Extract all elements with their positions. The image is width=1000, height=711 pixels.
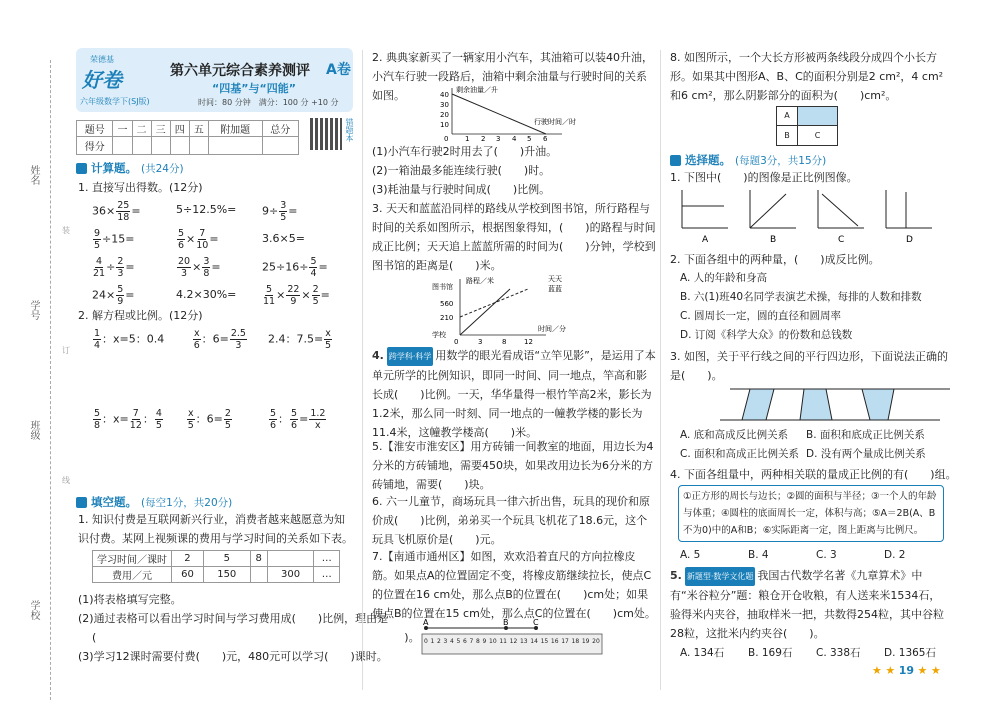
chart-top: 图书馆 [432, 283, 453, 291]
calc-item: 3.6×5= [262, 232, 305, 245]
subtitle: “四基”与“四能” [212, 82, 296, 95]
fee-cell: 2 [172, 551, 204, 567]
score-th: 总分 [262, 121, 298, 137]
choice-option[interactable]: A. 134石 [680, 647, 725, 659]
calc-item: $\frac{4}{21}$ ÷ $\frac{2}{3}$ = [93, 256, 135, 279]
rect-figure [776, 106, 838, 146]
tick-label: 8 [502, 338, 507, 345]
fee-th: 费用／元 [93, 567, 172, 583]
fee-cell: … [314, 567, 340, 583]
tick-label: 30 [440, 101, 449, 109]
score-cell[interactable] [132, 137, 151, 155]
fee-cell: 150 [203, 567, 250, 583]
tick-label: 1 [465, 135, 470, 142]
binding-line [50, 60, 51, 700]
equation: 2.4：7.5= $\frac{x}{5}$ [268, 328, 332, 351]
choice-option[interactable]: C. 面积和高成正比例关系 [680, 448, 800, 460]
ruler-point: C [533, 618, 539, 627]
choice-option[interactable]: B. 面积和底成正比例关系 [806, 429, 925, 441]
edition-badge: A卷 [326, 62, 351, 78]
rect-cell-b: B [777, 126, 798, 145]
score-th: 附加题 [208, 121, 262, 137]
calc-item: 36× $\frac{25}{18}$ = [92, 200, 141, 223]
brand-logo: 好卷 [82, 68, 122, 92]
calc-item: $\frac{20}{3}$ × $\frac{3}{8}$ = [178, 256, 221, 279]
rect-cell-a: A [777, 107, 798, 126]
q3-2-text: 2. 下面各组中的两种量，( )成反比例。 [670, 253, 880, 266]
tick-label: 5 [527, 135, 532, 142]
choice-option[interactable]: B. 六(1)班40名同学表演艺术操，每排的人数和排数 [680, 291, 922, 303]
choice-option[interactable]: A. 5 [680, 549, 701, 561]
q1-1-label: 1. 直接写出得数。(12分) [78, 181, 203, 194]
calc-item: $\frac{5}{11}$ × $\frac{22}{9}$ × $\frac{2}{5}$ = [263, 284, 330, 307]
section-icon [670, 155, 681, 166]
score-th: 二 [132, 121, 151, 137]
section-calc-title: 计算题。 (共24分) [76, 160, 184, 176]
legend-label: 天天 [548, 275, 562, 283]
choice-option[interactable]: A. 人的年龄和身高 [680, 272, 768, 284]
fee-cell[interactable] [267, 551, 314, 567]
q2-7-text: 7.【南通市通州区】如图，欢欢沿着直尺的方向拉橡皮筋。如果点A的位置固定不变，将橡皮筋继续拉长，使点C的位置在16 cm处，那么点B的位置在( )cm处；如果使点B的位置在15 cm处，那么点C的位置在( )cm处。 [372, 550, 656, 620]
student-id-label: 学号 [28, 300, 39, 320]
rect-cell-shaded [798, 107, 837, 126]
tick-label: 40 [440, 91, 449, 99]
section-choice-title: 选择题。 (每题3分，共15分) [670, 152, 826, 168]
q2-5-text: 5.【淮安市淮安区】用方砖铺一间教室的地面，用边长为4分米的方砖铺地，需要450块，如果改用边长为6分米的方砖铺地，需要( )块。 [372, 440, 654, 491]
choice-option[interactable]: D. 没有两个量成比例关系 [806, 448, 926, 460]
q3-4-box: ①正方形的周长与边长；②圆的面积与半径；③一个人的年龄与体重；④圆柱的底面周长一定，体积与高；⑤A＝2B(A、B不为0)中的A和B；⑥实际距离一定，图上距离与比例尺。 [678, 485, 944, 542]
page-title: 第六单元综合素养测评 [170, 63, 310, 79]
score-cell[interactable] [262, 137, 298, 155]
q2-1-s2: (2)通过表格可以看出学习时间与学习费用成( )比例，理由是 [78, 612, 389, 625]
tick-label: 210 [440, 314, 454, 322]
q3-1-text: 1. 下图中( )的图像是正比例图像。 [670, 171, 858, 184]
fee-cell: 5 [203, 551, 250, 567]
choice-option[interactable]: C. 圆周长一定，圆的直径和圆周率 [680, 310, 842, 322]
section-icon [76, 497, 87, 508]
choice-option[interactable]: D. 1365石 [884, 647, 936, 659]
q2-2-text: 2. 典典家新买了一辆家用小汽车，其油箱可以装40升油，小汽车行驶一段路后，油箱中剩余油量与行驶时间的关系如图。 [372, 51, 653, 102]
tick-label: 560 [440, 300, 454, 308]
ruler-point: B [503, 618, 509, 627]
q2-6-text: 6. 六一儿童节，商场玩具一律六折出售，玩具的现价和原价成( )比例，弟弟买一个玩具飞机花了18.6元，这个玩具飞机原价是( )元。 [372, 495, 650, 546]
rect-cell-c: C [814, 131, 821, 140]
class-label: 班级 [28, 420, 39, 440]
equation: $\frac{x}{6}$ ：6= $\frac{2.5}{3}$ [193, 328, 246, 351]
choice-option[interactable]: B. 4 [748, 549, 769, 561]
route-chart [430, 275, 580, 345]
fee-th: 学习时间／课时 [93, 551, 172, 567]
fee-cell: 300 [267, 567, 314, 583]
q2-2-s3: (3)耗油量与行驶时间成( )比例。 [372, 183, 551, 196]
chart-xlabel: 行驶时间／时 [534, 118, 576, 126]
tick-label: 3 [478, 338, 483, 345]
calc-item: $\frac{5}{6}$ × $\frac{7}{10}$ = [178, 228, 219, 251]
equation: $\frac{1}{4}$ ：x=5：0.4 [94, 328, 165, 351]
fee-cell: 60 [172, 567, 204, 583]
qr-label: 错题本 [345, 118, 354, 142]
seal-mark-2: 订 [62, 346, 70, 355]
legend-label: 蓝蓝 [548, 285, 562, 293]
score-cell[interactable] [189, 137, 208, 155]
option-label: A [702, 235, 709, 244]
page-number: ★ ★ 19 ★ ★ [872, 664, 941, 677]
q2-1-s2b: ( )。 [92, 631, 420, 644]
choice-option[interactable]: C. 3 [816, 549, 837, 561]
q2-4-text: 4. 跨学科·科学 用数学的眼光看成语“立竿见影”，是运用了本单元所学的比例知识，即同一时间、同一地点，竿高和影长成( )比例。一天，华华量得一根竹竿高2米，影长为1.2米，那么同一时刻、同一地点的一幢教学楼的影长为11.4米，这幢教学楼高( )米。 [372, 346, 656, 442]
fee-table [92, 550, 340, 583]
score-row-label: 得分 [77, 137, 113, 155]
score-table [76, 120, 299, 155]
q2-2-s2: (2)一箱油最多能连续行驶( )时。 [372, 164, 551, 177]
fee-cell: … [314, 551, 340, 567]
calc-item: 24× $\frac{5}{9}$ = [92, 284, 135, 307]
chart-xlabel: 时间／分 [538, 325, 566, 333]
fee-cell: 8 [250, 551, 267, 567]
choice-option[interactable]: D. 订阅《科学大众》的份数和总钱数 [680, 329, 853, 341]
score-cell[interactable] [208, 137, 262, 155]
qr-code [310, 118, 342, 150]
chart-ylabel: 路程／米 [466, 277, 494, 285]
tick-label: 20 [440, 111, 449, 119]
tick-label: 0 [444, 135, 449, 142]
chart-bottom: 学校 [432, 331, 446, 339]
option-label: D [906, 235, 913, 244]
grade-label: 六年级数学下(SJ版) [80, 97, 150, 106]
q2-1-s3: (3)学习12课时需要付费( )元，480元可以学习( )课时。 [78, 650, 388, 663]
equation: $\frac{5}{6}$ ： $\frac{5}{6}$ = $\frac{1.2}{x}$ [270, 408, 326, 431]
name-label: 姓名 [28, 165, 39, 185]
graph-options [678, 186, 938, 244]
equation: $\frac{5}{8}$ ：x= $\frac{7}{12}$ ： $\frac{4}{5}$ [94, 408, 162, 431]
ruler-ticks: 0 1 2 3 4 5 6 7 8 9 10 11 12 13 14 15 16 17 18 19 20 [424, 638, 600, 645]
calc-item: 4.2×30%= [176, 288, 237, 301]
calc-item: 9÷ $\frac{3}{5}$ = [262, 200, 298, 223]
seal-mark-3: 线 [62, 476, 70, 485]
choice-option[interactable]: B. 169石 [748, 647, 793, 659]
q2-2-s1: (1)小汽车行驶2时用去了( )升油。 [372, 145, 558, 158]
choice-option[interactable]: A. 底和高成反比例关系 [680, 429, 789, 441]
tick-label: 12 [524, 338, 533, 345]
option-label: C [838, 235, 845, 244]
score-th: 三 [151, 121, 170, 137]
choice-option[interactable]: C. 338石 [816, 647, 861, 659]
chart-ylabel: 剩余油量／升 [456, 86, 498, 94]
choice-option[interactable]: D. 2 [884, 549, 906, 561]
fuel-chart [430, 84, 590, 142]
section-fill-title: 填空题。 (每空1分，共20分) [76, 494, 232, 510]
calc-item: 25÷16÷ $\frac{5}{4}$ = [262, 256, 328, 279]
fee-cell[interactable] [250, 567, 267, 583]
exam-meta: 时间：80 分钟 满分：100 分 +10 分 [198, 98, 339, 107]
tick-label: 6 [543, 135, 548, 142]
tick-label: 4 [512, 135, 517, 142]
tick-label: 2 [481, 135, 486, 142]
tick-label: 0 [454, 338, 459, 345]
q3-4-text: 4. 下面各组量中，两种相关联的量成正比例的有( )组。 [670, 468, 957, 481]
section-icon [76, 163, 87, 174]
option-label: B [770, 235, 777, 244]
q3-3-text: 3. 如图，关于平行线之间的平行四边形，下面说法正确的是( )。 [670, 350, 948, 382]
seal-mark-1: 装 [62, 226, 70, 235]
q3-5-text: 5. 新题型·数学文化题 我国古代数学名著《九章算术》中有“米谷粒分”题：粮仓开仓收粮，有人送来米1534石，验得米内夹谷，抽取样米一把，共数得254粒，其中谷粒28粒，这批米内约夹谷( )。 [670, 566, 948, 643]
q2-8-text: 8. 如图所示，一个大长方形被两条线段分成四个小长方形。如果其中图形A、B、C的面积分别是2 cm²，4 cm²和6 cm²，那么阴影部分的面积为( )cm²。 [670, 51, 944, 102]
q2-1-s1: (1)将表格填写完整。 [78, 593, 182, 606]
calc-item: 5÷12.5%= [176, 203, 237, 216]
brand-small: 荣德基 [90, 55, 114, 64]
score-th: 一 [113, 121, 132, 137]
q2-1-text: 1. 知识付费是互联网新兴行业，消费者越来越愿意为知识付费。某网上视频课的费用与学习时间的关系如下表。 [78, 513, 353, 545]
q2-3-text: 3. 天天和蓝蓝沿同样的路线从学校到图书馆，所行路程与时间的关系如图所示，根据图象得知，( )的路程与时间成正比例；天天追上蓝蓝所需的时间为( )分钟，学校到图书馆的距离是( )米。 [372, 202, 656, 272]
score-cell[interactable] [151, 137, 170, 155]
parallelogram-figure [720, 384, 950, 424]
score-th: 题号 [77, 121, 113, 137]
tick-label: 10 [440, 121, 449, 129]
school-label: 学校 [28, 600, 39, 620]
calc-item: $\frac{9}{5}$ ÷15= [94, 228, 135, 251]
tick-label: 3 [496, 135, 501, 142]
ruler-point: A [423, 618, 429, 627]
score-cell[interactable] [113, 137, 132, 155]
q1-2-label: 2. 解方程或比例。(12分) [78, 309, 203, 322]
score-th: 四 [170, 121, 189, 137]
score-th: 五 [189, 121, 208, 137]
equation: $\frac{x}{5}$ ：6= $\frac{2}{5}$ [187, 408, 231, 431]
score-cell[interactable] [170, 137, 189, 155]
